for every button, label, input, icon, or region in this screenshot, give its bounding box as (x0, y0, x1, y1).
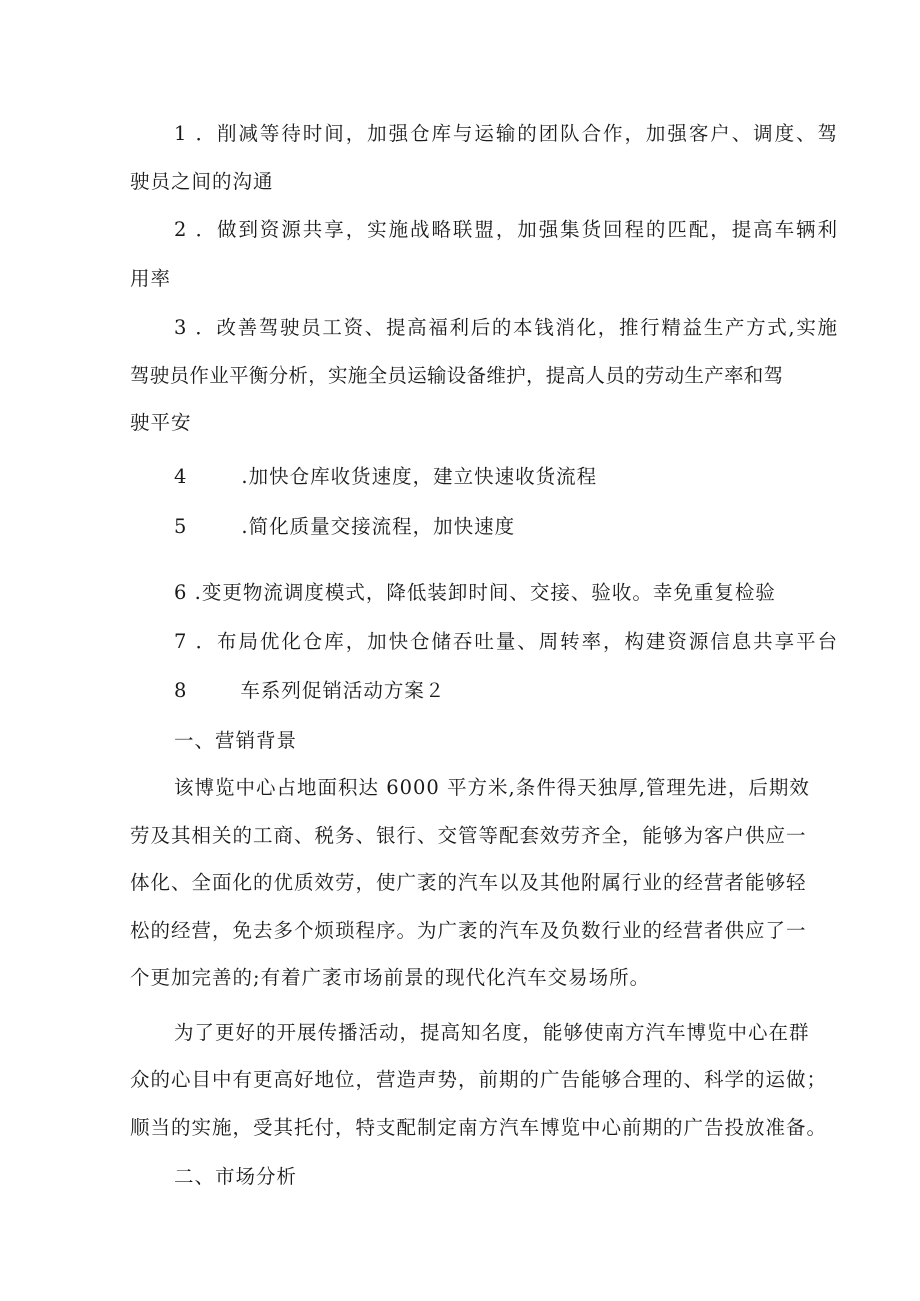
list-item-text: .加快仓库收货速度，建立快速收货流程 (241, 465, 598, 488)
list-item-text: ．削减等待时间，加强仓库与运输的团队合作，加强客户、调度、驾 (195, 122, 838, 145)
list-item-text: ．布局优化仓库，加快仓储吞吐量、周转率，构建资源信息共享平台 (195, 630, 838, 653)
list-item-number: 3 (174, 316, 188, 339)
list-item-number: 4 (174, 465, 188, 488)
list-item-3-line-3: 驶平安 (130, 411, 192, 434)
list-item-4 (174, 465, 844, 489)
list-item-number: 7 (174, 630, 188, 653)
section-heading-market-analysis: 二、市场分析 (174, 1165, 298, 1188)
list-item-text: ．做到资源共享，实施战略联盟，加强集货回程的匹配，提高车辆利 (195, 218, 838, 241)
paragraph-1-line-2: 劳及其相关的工商、税务、银行、交管等配套效劳齐全，能够为客户供应一 (130, 824, 807, 847)
list-item-5 (174, 515, 844, 539)
list-item-text: .简化质量交接流程，加快速度 (241, 515, 516, 538)
list-item-2-line-2: 用率 (130, 267, 172, 290)
list-item-3-line-1 (174, 316, 838, 340)
section-heading-marketing-background: 一、营销背景 (174, 729, 298, 752)
paragraph-1-line-1: 该博览中心占地面积达 6000 平方米,条件得天独厚,管理先进，后期效 (174, 776, 810, 799)
paragraph-1-line-4: 松的经营，免去多个烦琐程序。为广袤的汽车及负数行业的经营者供应了一 (130, 919, 807, 942)
list-item-3-line-2: 驾驶员作业平衡分析，实施全员运输设备维护，提高人员的劳动生产率和驾 (130, 364, 784, 387)
list-item-8 (174, 679, 844, 703)
list-item-6 (174, 581, 844, 605)
list-item-text: 车系列促销活动方案２ (240, 679, 446, 702)
paragraph-2-line-1: 为了更好的开展传播活动，提高知名度，能够使南方汽车博览中心在群 (174, 1021, 810, 1044)
list-item-number: 2 (174, 218, 188, 241)
list-item-number: 1 (174, 122, 188, 145)
list-item-text: .变更物流调度模式，降低装卸时间、交接、验收。幸免重复检验 (194, 581, 776, 604)
list-item-1-line-2: 驶员之间的沟通 (130, 170, 274, 193)
list-item-text: ．改善驾驶员工资、提高福利后的本钱消化，推行精益生产方式,实施 (195, 316, 839, 339)
list-item-1-line-1 (174, 122, 838, 146)
list-item-number: 5 (174, 515, 188, 538)
paragraph-2-line-2: 众的心目中有更高好地位，营造声势，前期的广告能够合理的、科学的运做； (130, 1068, 828, 1091)
list-item-7 (174, 630, 838, 654)
list-item-number: 6 (174, 581, 188, 604)
list-item-number: 8 (174, 679, 188, 702)
paragraph-2-line-3: 顺当的实施，受其托付，特支配制定南方汽车博览中心前期的广告投放准备。 (130, 1116, 828, 1139)
list-item-2-line-1 (174, 218, 838, 242)
paragraph-1-line-5: 个更加完善的;有着广袤市场前景的现代化汽车交易场所。 (130, 966, 651, 989)
paragraph-1-line-3: 体化、全面化的优质效劳，使广袤的汽车以及其他附属行业的经营者能够轻 (130, 871, 807, 894)
